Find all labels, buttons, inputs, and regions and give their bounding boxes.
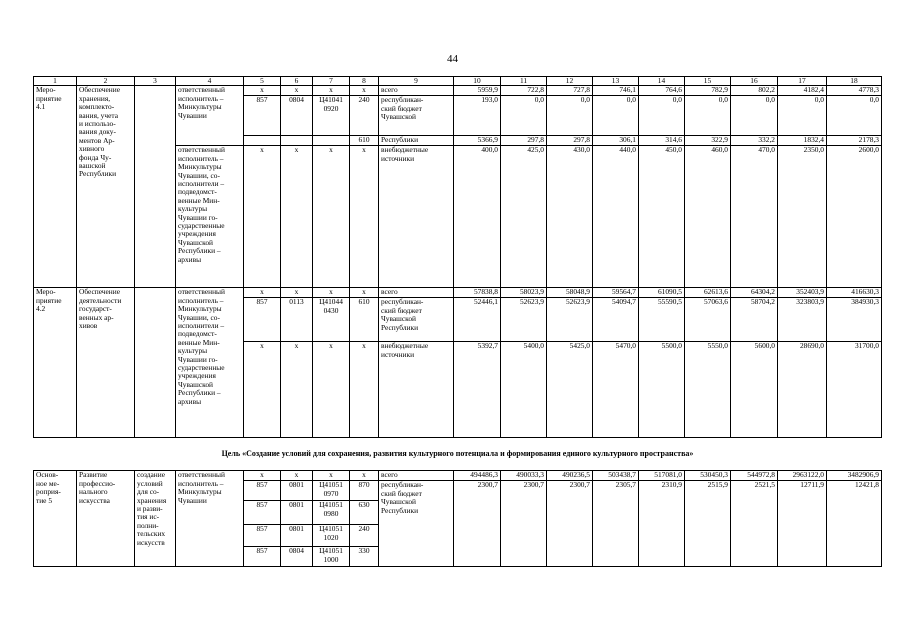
code-cell: 630	[350, 501, 379, 525]
value-cell: 400,0	[454, 146, 501, 288]
header-cell: 13	[593, 77, 639, 86]
value-cell: 332,2	[731, 136, 778, 146]
responsible: ответственный исполнитель – Минкультуры Чувашии, со- исполнители – подведомст- венные Мин- культуры Чувашии го- сударственные учреждения Чувашской Республики – архивы	[176, 288, 244, 438]
value-cell: 0,0	[593, 96, 639, 136]
value-cell: 5400,0	[501, 342, 547, 438]
event-goal	[135, 288, 176, 438]
value-cell: 2178,3	[827, 136, 882, 146]
value-cell: 2300,7	[547, 481, 593, 567]
header-cell: 9	[379, 77, 454, 86]
value-cell: 490033,3	[501, 471, 547, 481]
code-cell: 870	[350, 481, 379, 501]
code-cell: Ц41051 1020	[313, 525, 350, 547]
code-cell	[313, 136, 350, 146]
value-cell: 5366,9	[454, 136, 501, 146]
value-cell: 0,0	[731, 96, 778, 136]
responsible: ответственный исполнитель – Минкультуры Чувашии, со- исполнители – подведомст- венные Мин- культуры Чувашии го- сударственные учреждения Чувашской Республики – архивы	[176, 146, 244, 288]
value-cell: 306,1	[593, 136, 639, 146]
table-row	[34, 86, 882, 96]
value-cell: 62613,6	[685, 288, 731, 298]
value-cell: 52623,9	[547, 298, 593, 342]
code-cell: Ц41044 0430	[313, 298, 350, 342]
code-cell: x	[244, 146, 281, 288]
code-cell: 0801	[281, 501, 313, 525]
value-cell: 544972,8	[731, 471, 778, 481]
program-table	[33, 76, 882, 567]
value-cell: 5500,0	[639, 342, 685, 438]
value-cell: 58048,9	[547, 288, 593, 298]
value-cell: 4182,4	[778, 86, 827, 96]
value-cell: 64304,2	[731, 288, 778, 298]
event-name: Обеспечение деятельности государст- венных ар- хивов	[77, 288, 135, 438]
value-cell: 440,0	[593, 146, 639, 288]
code-cell: x	[350, 288, 379, 298]
header-cell: 17	[778, 77, 827, 86]
code-cell: 0804	[281, 96, 313, 136]
event-goal: создание условий для со- хранения и разви- тия ис- полни- тельских искусств	[135, 471, 176, 567]
code-cell: x	[313, 288, 350, 298]
event-name: Обеспечение хранения, комплекто- вания, учета и использо- вания доку- ментов Ар- хивного фонда Чу- вашской Республики	[77, 86, 135, 288]
header-cell: 11	[501, 77, 547, 86]
code-cell: 857	[244, 298, 281, 342]
value-cell: 764,6	[639, 86, 685, 96]
value-cell: 5600,0	[731, 342, 778, 438]
code-cell: 857	[244, 525, 281, 547]
value-cell: 193,0	[454, 96, 501, 136]
header-row	[34, 77, 882, 86]
value-cell: 0,0	[827, 96, 882, 136]
code-cell: Ц41051 0980	[313, 501, 350, 525]
value-cell: 57063,6	[685, 298, 731, 342]
event-type: Меро- приятие 4.2	[34, 288, 77, 438]
code-cell: x	[281, 146, 313, 288]
value-cell: 61090,5	[639, 288, 685, 298]
event-type: Основ- ное ме- роприя- тие 5	[34, 471, 77, 567]
value-cell: 470,0	[731, 146, 778, 288]
value-cell: 297,8	[547, 136, 593, 146]
code-cell: Ц41041 0920	[313, 96, 350, 136]
code-cell: 0801	[281, 481, 313, 501]
source: всего	[379, 288, 454, 298]
value-cell: 55590,5	[639, 298, 685, 342]
value-cell: 2300,7	[501, 481, 547, 567]
value-cell: 746,1	[593, 86, 639, 96]
value-cell: 503438,7	[593, 471, 639, 481]
value-cell: 430,0	[547, 146, 593, 288]
value-cell: 0,0	[501, 96, 547, 136]
code-cell: x	[281, 342, 313, 438]
code-cell: x	[350, 86, 379, 96]
value-cell: 2600,0	[827, 146, 882, 288]
code-cell: x	[313, 342, 350, 438]
event-name: Развитие профессио- нального искусства	[77, 471, 135, 567]
code-cell: 0113	[281, 298, 313, 342]
code-cell	[244, 136, 281, 146]
value-cell: 12711,9	[778, 481, 827, 567]
code-cell: 857	[244, 547, 281, 567]
value-cell: 323803,9	[778, 298, 827, 342]
value-cell: 2310,9	[639, 481, 685, 567]
code-cell: x	[281, 86, 313, 96]
value-cell: 722,8	[501, 86, 547, 96]
responsible: ответственный исполнитель – Минкультуры Чувашии	[176, 86, 244, 146]
value-cell: 727,8	[547, 86, 593, 96]
value-cell: 28690,0	[778, 342, 827, 438]
value-cell: 2300,7	[454, 481, 501, 567]
value-cell: 322,9	[685, 136, 731, 146]
header-cell: 14	[639, 77, 685, 86]
value-cell: 450,0	[639, 146, 685, 288]
code-cell: 0801	[281, 525, 313, 547]
value-cell: 4778,3	[827, 86, 882, 96]
code-cell: x	[281, 288, 313, 298]
value-cell: 0,0	[685, 96, 731, 136]
code-cell: 857	[244, 501, 281, 525]
event-type: Меро- приятие 4.1	[34, 86, 77, 288]
code-cell: x	[313, 146, 350, 288]
value-cell: 58704,2	[731, 298, 778, 342]
code-cell: 610	[350, 136, 379, 146]
code-cell: x	[313, 471, 350, 481]
value-cell: 384930,3	[827, 298, 882, 342]
header-cell: 16	[731, 77, 778, 86]
value-cell: 2521,5	[731, 481, 778, 567]
value-cell: 2515,9	[685, 481, 731, 567]
value-cell: 57838,8	[454, 288, 501, 298]
code-cell: x	[244, 86, 281, 96]
page-number: 44	[447, 53, 458, 65]
value-cell: 5959,9	[454, 86, 501, 96]
source: республикан- ский бюджет Чувашской Республики	[379, 481, 454, 567]
header-cell: 12	[547, 77, 593, 86]
value-cell: 416630,3	[827, 288, 882, 298]
code-cell: 610	[350, 298, 379, 342]
code-cell: x	[350, 471, 379, 481]
value-cell: 494486,3	[454, 471, 501, 481]
value-cell: 52446,1	[454, 298, 501, 342]
header-cell: 2	[77, 77, 135, 86]
source: внебюджетные источники	[379, 342, 454, 438]
header-cell: 5	[244, 77, 281, 86]
header-cell: 7	[313, 77, 350, 86]
code-cell: x	[350, 146, 379, 288]
goal-heading: Цель «Создание условий для сохранения, развития культурного потенциала и формирования единого культурного пространства»	[34, 438, 882, 471]
value-cell: 314,6	[639, 136, 685, 146]
value-cell: 782,9	[685, 86, 731, 96]
value-cell: 0,0	[778, 96, 827, 136]
responsible: ответственный исполнитель – Минкультуры Чувашии	[176, 471, 244, 567]
value-cell: 52623,9	[501, 298, 547, 342]
code-cell: x	[313, 86, 350, 96]
value-cell: 59564,7	[593, 288, 639, 298]
table-row	[34, 471, 882, 481]
value-cell: 12421,8	[827, 481, 882, 567]
value-cell: 0,0	[547, 96, 593, 136]
header-cell: 6	[281, 77, 313, 86]
value-cell: 5425,0	[547, 342, 593, 438]
value-cell: 517081,0	[639, 471, 685, 481]
value-cell: 297,8	[501, 136, 547, 146]
value-cell: 58023,9	[501, 288, 547, 298]
code-cell: 857	[244, 481, 281, 501]
value-cell: 1832,4	[778, 136, 827, 146]
value-cell: 2305,7	[593, 481, 639, 567]
header-cell: 4	[176, 77, 244, 86]
code-cell: 240	[350, 525, 379, 547]
code-cell: Ц41051 1000	[313, 547, 350, 567]
value-cell: 460,0	[685, 146, 731, 288]
code-cell: x	[281, 471, 313, 481]
value-cell: 352403,9	[778, 288, 827, 298]
header-cell: 3	[135, 77, 176, 86]
value-cell: 2350,0	[778, 146, 827, 288]
code-cell: x	[350, 342, 379, 438]
event-goal	[135, 86, 176, 288]
code-cell: x	[244, 342, 281, 438]
value-cell: 530450,3	[685, 471, 731, 481]
header-cell: 15	[685, 77, 731, 86]
code-cell: x	[244, 471, 281, 481]
value-cell: 5550,0	[685, 342, 731, 438]
header-cell: 10	[454, 77, 501, 86]
code-cell	[281, 136, 313, 146]
code-cell: 240	[350, 96, 379, 136]
source: республикан- ский бюджет Чувашской Республики	[379, 298, 454, 342]
header-cell: 8	[350, 77, 379, 86]
value-cell: 0,0	[639, 96, 685, 136]
header-cell: 1	[34, 77, 77, 86]
code-cell: x	[244, 288, 281, 298]
source: внебюджетные источники	[379, 146, 454, 288]
code-cell: 330	[350, 547, 379, 567]
source: всего	[379, 471, 454, 481]
value-cell: 31700,0	[827, 342, 882, 438]
header-cell: 18	[827, 77, 882, 86]
code-cell: 0804	[281, 547, 313, 567]
table-row	[34, 288, 882, 298]
value-cell: 54094,7	[593, 298, 639, 342]
code-cell: Ц41051 0970	[313, 481, 350, 501]
value-cell: 3482906,9	[827, 471, 882, 481]
value-cell: 802,2	[731, 86, 778, 96]
source: республикан- ский бюджет Чувашской	[379, 96, 454, 136]
value-cell: 425,0	[501, 146, 547, 288]
value-cell: 5470,0	[593, 342, 639, 438]
value-cell: 490236,5	[547, 471, 593, 481]
goal-row	[34, 438, 882, 471]
source: Республики	[379, 136, 454, 146]
code-cell: 857	[244, 96, 281, 136]
value-cell: 2963122,0	[778, 471, 827, 481]
value-cell: 5392,7	[454, 342, 501, 438]
source: всего	[379, 86, 454, 96]
